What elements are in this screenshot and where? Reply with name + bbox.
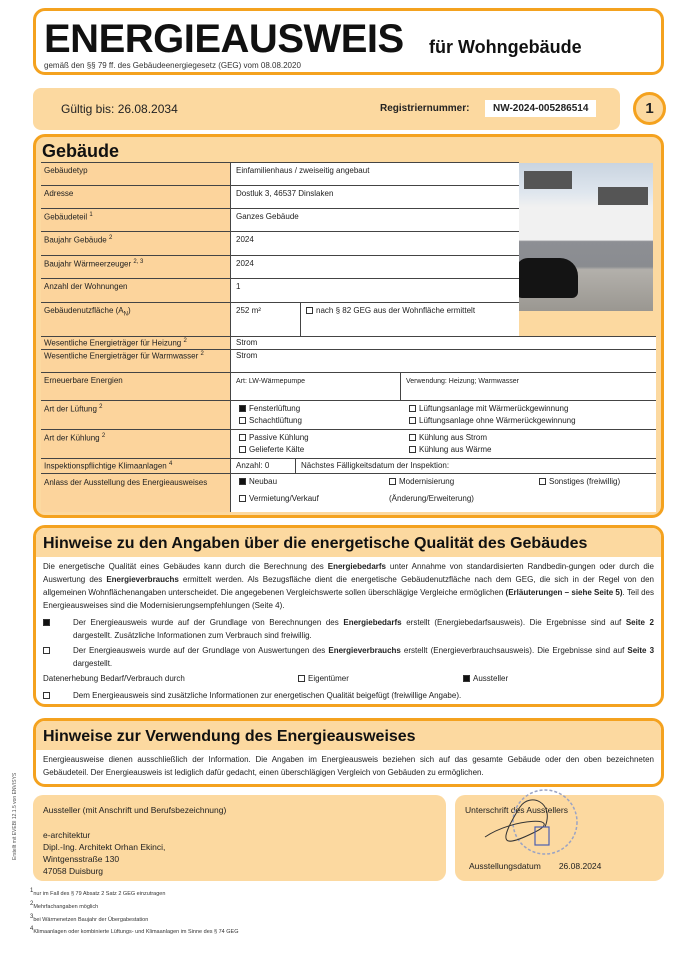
footnote: $^2$Mehrfachangaben möglich — [30, 900, 99, 910]
checkbox-icon — [409, 417, 416, 424]
row-label: Erneuerbare Energien — [41, 373, 231, 400]
usage-text: Energieausweise dienen ausschließlich der Information. Die Angaben im Energieausweis beziehen sich auf das gesamte Gebäude oder den oben bezeichneten Gebäudeteil. Der Energieausweis ist lediglich dafür gedacht, einen überschlägigen Vergleich von Gebäuden zu ermöglichen. — [43, 755, 654, 777]
table-row — [41, 429, 656, 458]
option-neubau[interactable] — [239, 476, 389, 493]
footnote-ref: 2 — [108, 235, 113, 241]
checkbox-icon — [298, 675, 305, 682]
text: erstellt (Energiebedarfsausweis). Die Ergebnisse sind auf — [401, 618, 626, 627]
text: ermittelt werden. Als Bezugsfläche dient die energetische Gebäudenutzfläche nach dem GEG, die sich in der Regel von den allgemeinen Wohnflächenangaben unterscheidet. Die angegebenen Vergleichswerte sollen überschlägige Vergleiche ermöglichen — [43, 575, 655, 597]
option-label: Lüftungsanlage mit Wärmerückgewinnung — [419, 404, 569, 413]
checkbox-icon — [539, 478, 546, 485]
section-title: Hinweise zu den Angaben über die energetische Qualität des Gebäudes — [36, 528, 661, 557]
option-label: Aussteller — [473, 674, 509, 683]
row-value: Strom — [236, 338, 258, 347]
issue-date: 26.08.2024 — [558, 861, 602, 871]
option-label: Neubau — [249, 477, 278, 486]
table-row — [41, 473, 656, 512]
option-modernisierung[interactable] — [389, 476, 539, 493]
footnote: $^4$Klimaanlagen oder kombinierte Lüftungs- und Klimaanlagen im Sinne des § 74 GEG — [30, 926, 239, 936]
row-label — [41, 256, 231, 278]
issuer-label: Aussteller (mit Anschrift und Berufsbezeichnung) — [43, 805, 227, 815]
checkbox-icon — [239, 446, 246, 453]
registration-number: NW-2024-005286514 — [485, 100, 596, 117]
option-note: (Änderung/Erweiterung) — [389, 494, 474, 503]
row-label — [41, 232, 231, 255]
footnote-ref: 2 — [183, 338, 187, 344]
row-value: Ganzes Gebäude — [236, 212, 299, 221]
option-label: Modernisierung — [399, 477, 455, 486]
text: Seite 2 — [625, 618, 655, 627]
text: Klimaanlagen oder kombinierte Lüftungs- und Klimaanlagen im Sinne des § 74 GEG — [33, 929, 239, 936]
issuer-box — [33, 795, 446, 881]
footnote-ref: 2 — [99, 404, 103, 410]
label-subscript: N — [123, 311, 128, 318]
issuer-line: 47058 Duisburg — [43, 866, 104, 876]
checkbox-icon — [409, 446, 416, 453]
option-label: Sonstiges (freiwillig) — [549, 477, 621, 486]
table-row — [41, 185, 519, 208]
text: Seite 3 — [627, 646, 655, 655]
notes-intro — [36, 557, 661, 615]
row-value: Dostluk 3, 46537 Dinslaken — [236, 189, 334, 198]
option-label: Vermietung/Verkauf — [249, 494, 319, 503]
table-row — [41, 349, 656, 372]
document-subtitle: für Wohngebäude — [429, 37, 582, 57]
option-verbrauchsausweis[interactable] — [36, 643, 661, 671]
checkbox-icon — [43, 647, 50, 654]
option-label: Eigentümer — [308, 674, 349, 683]
option-kuehlung-strom[interactable] — [409, 432, 648, 444]
label-text: Wesentliche Energieträger für Heizung — [44, 338, 182, 348]
footnote-ref: 2 — [101, 433, 106, 439]
text: Dem Energieausweis sind zusätzliche Informationen zur energetischen Qualität beigefügt (freiwillige Angabe). — [73, 691, 462, 700]
checkbox-checked-icon — [239, 478, 246, 485]
option-lueftung-ohne-wrg[interactable] — [409, 415, 648, 427]
text: Die energetische Qualität eines Gebäudes kann durch die Berechnung des — [43, 562, 328, 571]
option-lueftung-mit-wrg[interactable] — [409, 403, 648, 415]
row-label — [41, 401, 231, 429]
option-fensterlueftung[interactable] — [239, 403, 409, 415]
option-label: Fensterlüftung — [249, 404, 301, 413]
wohnflaeche-checkbox[interactable] — [301, 303, 480, 336]
option-label: Kühlung aus Wärme — [419, 445, 492, 454]
option-label: Passive Kühlung — [249, 433, 309, 442]
footnotes — [30, 886, 239, 937]
option-label: Lüftungsanlage ohne Wärmerückgewinnung — [419, 416, 576, 425]
checkbox-checked-icon — [463, 675, 470, 682]
text: Energieverbrauchs — [106, 575, 179, 584]
registration-label: Registriernummer: — [380, 103, 470, 114]
option-schachtlueftung[interactable] — [239, 415, 409, 427]
row-label — [41, 430, 231, 458]
table-row — [41, 231, 519, 255]
text: Energieverbrauchs — [328, 646, 401, 655]
option-label: Gelieferte Kälte — [249, 445, 305, 454]
footnote-ref: 4 — [168, 461, 173, 467]
row-label — [41, 303, 231, 336]
text: . Teil des Energieausweises sind die Modernisierungsempfehlungen (Seite 4). — [43, 588, 654, 610]
text: Datenerhebung Bedarf/Verbrauch durch — [43, 674, 185, 683]
option-aussteller[interactable] — [463, 672, 508, 685]
label-text: Art der Lüftung — [44, 404, 97, 414]
checkbox-icon — [409, 434, 416, 441]
table-row — [41, 208, 519, 231]
text: dargestellt. Zusätzliche Informationen zum Verbrauch sind freiwillig. — [73, 631, 312, 640]
issuer-line: e-architektur — [43, 830, 91, 840]
document-title: ENERGIEAUSWEIS — [44, 17, 404, 61]
text: Energiebedarfs — [327, 562, 386, 571]
table-row — [41, 336, 656, 349]
data-collection-row — [36, 671, 661, 686]
row-value: 252 m² — [231, 303, 301, 336]
validity-bar — [33, 88, 620, 130]
issue-date-label: Ausstellungsdatum — [469, 861, 541, 871]
table-row — [41, 458, 656, 473]
usage-section — [33, 718, 664, 787]
option-kuehlung-waerme[interactable] — [409, 444, 648, 456]
row-label — [41, 209, 231, 231]
signature-label: Unterschrift des Ausstellers — [465, 805, 568, 815]
notes-section — [33, 525, 664, 707]
option-passive-kuehlung[interactable] — [239, 432, 409, 444]
software-credit: Erstellt mit EVEBI 12.1.5 von ENVISYS — [12, 772, 18, 860]
checkbox-label: nach § 82 GEG aus der Wohnfläche ermittelt — [316, 306, 476, 315]
label-text: Art der Kühlung — [44, 433, 100, 443]
row-value: 2024 — [236, 259, 254, 268]
checkbox-icon — [239, 434, 246, 441]
checkbox-checked-icon — [239, 405, 246, 412]
row-value: Einfamilienhaus / zweiseitig angebaut — [236, 166, 370, 175]
footnote: $^1$nur im Fall des § 79 Absatz 2 Satz 2 GEG einzutragen — [30, 888, 166, 897]
row-label: Gebäudetyp — [41, 163, 231, 185]
checkbox-icon — [409, 405, 416, 412]
option-gelieferte-kaelte[interactable] — [239, 444, 409, 456]
building-table — [41, 162, 656, 512]
table-row — [41, 372, 656, 400]
option-bedarfsausweis[interactable] — [36, 615, 661, 643]
checkbox-icon — [389, 478, 396, 485]
text: unter Annahme von standardisierten Randbedin-gungen oder durch die Auswertung des — [43, 562, 655, 584]
issuer-line: Wintgensstraße 130 — [43, 854, 120, 864]
row-label: Anzahl der Wohnungen — [41, 279, 231, 302]
section-title: Gebäude — [42, 141, 120, 161]
text: Mehrfachangaben möglich — [33, 903, 99, 910]
row-label — [41, 350, 231, 372]
checkbox-icon — [306, 307, 313, 314]
option-label: Schachtlüftung — [249, 416, 302, 425]
footnote-ref: 1 — [89, 212, 93, 218]
row-label: Adresse — [41, 186, 231, 208]
table-row — [41, 162, 519, 185]
table-row — [41, 400, 656, 429]
option-eigentuemer[interactable] — [298, 672, 463, 685]
renewable-use: Verwendung: Heizung; Warmwasser — [406, 378, 519, 385]
option-zusatzinfo[interactable] — [36, 686, 661, 703]
footnote-ref: 2 — [200, 351, 204, 357]
checkbox-checked-icon — [43, 619, 50, 626]
row-value: 2024 — [236, 235, 254, 244]
label-text: ) — [127, 306, 131, 315]
row-label: Anlass der Ausstellung des Energieausweises — [41, 474, 231, 512]
section-title: Hinweise zur Verwendung des Energieausweises — [36, 721, 661, 750]
checkbox-icon — [43, 692, 50, 699]
row-label — [41, 459, 231, 473]
table-row — [41, 302, 519, 336]
label-text: Gebäudeteil — [44, 212, 88, 222]
building-section — [33, 134, 664, 518]
header-box — [33, 8, 664, 75]
row-value: 1 — [236, 282, 241, 291]
label-text: Baujahr Gebäude — [44, 235, 107, 245]
aircon-count: Anzahl: 0 — [231, 459, 296, 473]
legal-basis: gemäß den §§ 79 ff. des Gebäudeenergiegesetz (GEG) vom 08.08.2020 — [44, 61, 301, 70]
option-label: Kühlung aus Strom — [419, 433, 488, 442]
table-row — [41, 278, 519, 302]
signature-stamp-icon — [475, 787, 595, 857]
text: (Erläuterungen – siehe Seite 5) — [505, 588, 623, 597]
inspection-date-label: Nächstes Fälligkeitsdatum der Inspektion: — [301, 461, 450, 470]
renewable-type: Art: LW-Wärmepumpe — [231, 373, 401, 400]
text: dargestellt. — [73, 659, 113, 668]
text: bei Wärmenetzen Baujahr der Übergabestation — [33, 916, 149, 923]
text: nur im Fall des § 79 Absatz 2 Satz 2 GEG einzutragen — [33, 890, 166, 897]
text: Der Energieausweis wurde auf der Grundlage von Auswertungen des — [73, 646, 329, 655]
text: erstellt (Energieverbrauchsausweis). Die Ergebnisse sind auf — [400, 646, 628, 655]
text: Der Energieausweis wurde auf der Grundlage von Berechnungen des — [73, 618, 344, 627]
label-text: Gebäudenutzfläche (A — [44, 306, 124, 315]
label-text: Inspektionspflichtige Klimaanlagen — [44, 461, 167, 471]
footnote-ref: 2, 3 — [133, 259, 144, 265]
option-sonstiges[interactable] — [539, 476, 648, 493]
label-text: Wesentliche Energieträger für Warmwasser — [44, 351, 199, 361]
valid-until: Gültig bis: 26.08.2034 — [61, 102, 178, 116]
signature-box — [455, 795, 664, 881]
checkbox-icon — [239, 495, 246, 502]
text: Energiebedarfs — [343, 618, 402, 627]
row-value: Strom — [236, 351, 258, 360]
issuer-line: Dipl.-Ing. Architekt Orhan Ekinci, — [43, 842, 166, 852]
checkbox-icon — [239, 417, 246, 424]
page-number-badge: 1 — [633, 92, 666, 125]
table-row — [41, 255, 519, 278]
row-label — [41, 337, 231, 349]
label-text: Baujahr Wärmeerzeuger — [44, 259, 132, 269]
footnote: $^3$bei Wärmenetzen Baujahr der Übergabestation — [30, 913, 149, 923]
option-vermietung[interactable] — [239, 493, 389, 510]
